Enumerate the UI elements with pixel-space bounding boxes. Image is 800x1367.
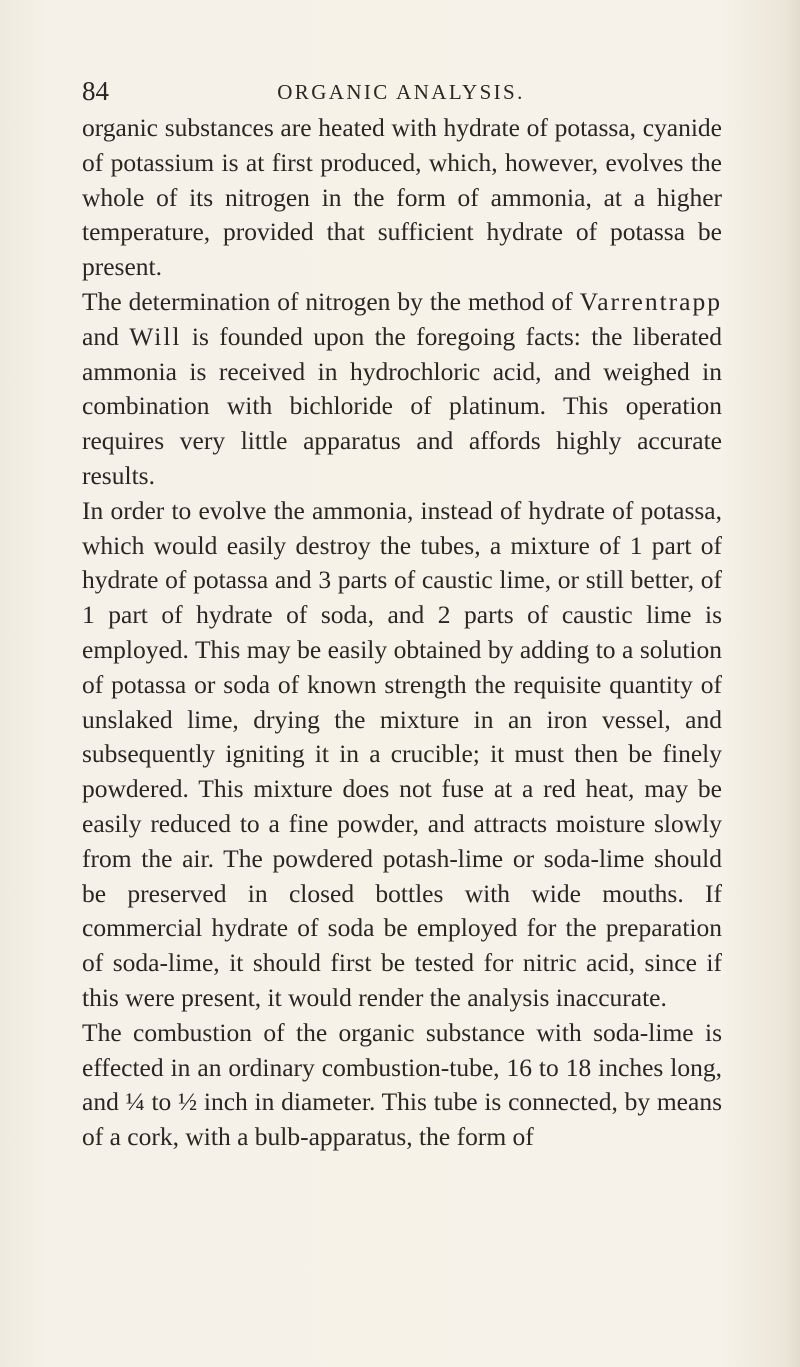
body-text (82, 111, 722, 1155)
paragraph-2-text-before: The determination of nitrogen by the method of (82, 286, 580, 316)
paragraph-2-text-after: is founded upon the foregoing facts: the liberated ammonia is received in hydrochloric acid, and weighed in combination with bichloride of platinum. This operation requires very little apparatus and affords highly accurate results. (82, 321, 722, 490)
page-header (82, 76, 720, 106)
paragraph-2-and: and (82, 321, 130, 351)
author-name-will: Will (129, 321, 182, 351)
paragraph-1: organic substances are heated with hydrate of potassa, cyanide of potassium is at first produced, which, however, evolves the whole of its nitrogen in the form of ammonia, at a higher temperature, provided that sufficient hydrate of potassa be present. (82, 113, 722, 282)
paragraph-2 (82, 285, 722, 494)
running-head: ORGANIC ANALYSIS. (277, 80, 525, 104)
paragraph-3: In order to evolve the ammonia, instead of hydrate of potassa, which would easily destroy the tubes, a mixture of 1 part of hydrate of potassa and 3 parts of caustic lime, or still better, of 1 part of hydrate of soda, and 2 parts of caustic lime is employed. This may be easily obtained by adding to a solution of potassa or soda of known strength the requisite quantity of unslaked lime, drying the mixture in an iron vessel, and subsequently igniting it in a crucible; it must then be finely powdered. This mixture does not fuse at a red heat, may be easily reduced to a fine powder, and attracts moisture slowly from the air. The powdered potash-lime or soda-lime should be preserved in closed bottles with wide mouths. If commercial hydrate of soda be employed for the preparation of soda-lime, it should first be tested for nitric acid, since if this were present, it would render the analysis inaccurate. (82, 495, 722, 1012)
page-number: 84 (82, 76, 109, 106)
paragraph-4: The combustion of the organic substance with soda-lime is effected in an ordinary combustion-tube, 16 to 18 inches long, and ¼ to ½ inch in diameter. This tube is connected, by means of a cork, with a bulb-apparatus, the form of (82, 1017, 722, 1152)
author-name-varrentrapp: Varrentrapp (579, 286, 722, 316)
